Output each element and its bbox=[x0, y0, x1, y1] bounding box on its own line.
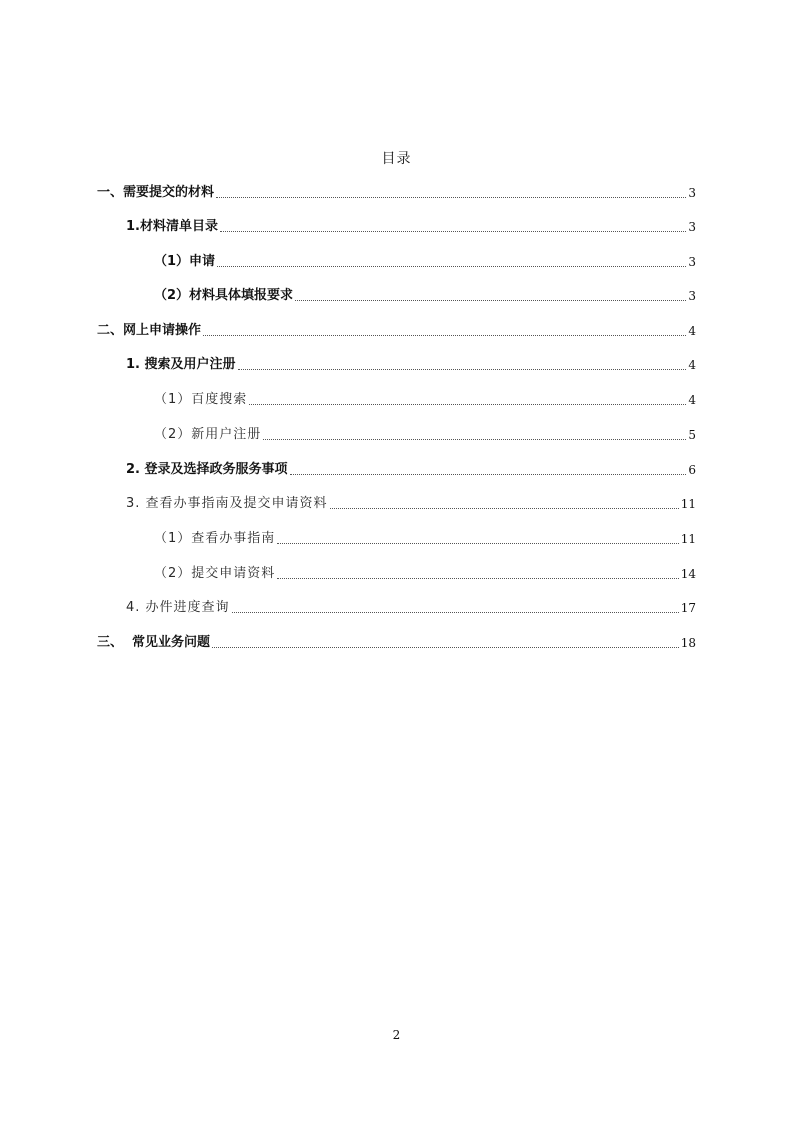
toc-entry-label: 二、网上申请操作 bbox=[97, 323, 202, 338]
dot-leader bbox=[238, 368, 687, 370]
dot-leader bbox=[277, 577, 678, 579]
toc-entry-2-1-2[interactable] bbox=[154, 426, 696, 444]
toc-entry-1-1-1[interactable] bbox=[154, 253, 696, 271]
toc-entry-label: （2）材料具体填报要求 bbox=[154, 288, 294, 303]
toc-entry-1-1[interactable] bbox=[126, 218, 696, 236]
toc-entry-page: 18 bbox=[680, 636, 696, 650]
dot-leader bbox=[249, 403, 686, 405]
dot-leader bbox=[290, 473, 687, 475]
toc-entry-label: 三、 常见业务问题 bbox=[97, 635, 211, 650]
toc-entry-section-2[interactable] bbox=[97, 322, 696, 340]
toc-entry-page: 4 bbox=[688, 393, 696, 407]
toc-entry-2-3[interactable] bbox=[126, 495, 696, 513]
toc-entry-2-2[interactable] bbox=[126, 461, 696, 479]
dot-leader bbox=[330, 507, 679, 509]
toc-entry-page: 5 bbox=[688, 428, 696, 442]
toc-entry-label: 1. 搜索及用户注册 bbox=[126, 357, 236, 372]
dot-leader bbox=[217, 265, 686, 267]
toc-title: 目录 bbox=[381, 151, 412, 167]
toc-entry-2-1[interactable] bbox=[126, 356, 696, 374]
toc-entry-page: 4 bbox=[688, 324, 696, 338]
toc-entry-page: 6 bbox=[688, 463, 696, 477]
toc-entry-label: （2）新用户注册 bbox=[154, 427, 262, 442]
dot-leader bbox=[277, 542, 678, 544]
dot-leader bbox=[203, 334, 686, 336]
toc-entry-label: 1.材料清单目录 bbox=[126, 219, 218, 234]
toc-entry-label: 2. 登录及选择政务服务事项 bbox=[126, 462, 288, 477]
toc-entry-1-1-2[interactable] bbox=[154, 287, 696, 305]
toc-entry-page: 3 bbox=[688, 220, 696, 234]
dot-leader bbox=[212, 646, 679, 648]
toc-entry-page: 11 bbox=[680, 497, 696, 511]
toc-entry-page: 17 bbox=[680, 601, 696, 615]
toc-entry-2-1-1[interactable] bbox=[154, 391, 696, 409]
toc-entry-page: 3 bbox=[688, 255, 696, 269]
dot-leader bbox=[232, 611, 679, 613]
toc-entry-page: 14 bbox=[680, 567, 696, 581]
dot-leader bbox=[220, 230, 686, 232]
toc-entry-page: 11 bbox=[680, 532, 696, 546]
toc-entry-2-3-1[interactable] bbox=[154, 530, 696, 548]
toc-entry-page: 3 bbox=[688, 289, 696, 303]
page-number: 2 bbox=[392, 1028, 401, 1042]
toc-entry-label: 4. 办件进度查询 bbox=[126, 600, 230, 615]
dot-leader bbox=[263, 438, 686, 440]
toc-entry-page: 4 bbox=[688, 358, 696, 372]
toc-entry-2-3-2[interactable] bbox=[154, 565, 696, 583]
toc-entry-label: （1）查看办事指南 bbox=[154, 531, 276, 546]
toc-entry-2-4[interactable] bbox=[126, 599, 696, 617]
toc-entry-label: （1）申请 bbox=[154, 254, 216, 269]
dot-leader bbox=[295, 299, 686, 301]
toc-entry-page: 3 bbox=[688, 186, 696, 200]
toc-entry-label: （1）百度搜索 bbox=[154, 392, 248, 407]
toc-entry-label: （2）提交申请资料 bbox=[154, 566, 276, 581]
dot-leader bbox=[216, 196, 686, 198]
toc-entry-section-1[interactable] bbox=[97, 184, 696, 202]
toc-entry-section-3[interactable] bbox=[97, 634, 696, 652]
toc-entry-label: 一、需要提交的材料 bbox=[97, 185, 215, 200]
toc-entry-label: 3. 查看办事指南及提交申请资料 bbox=[126, 496, 328, 511]
